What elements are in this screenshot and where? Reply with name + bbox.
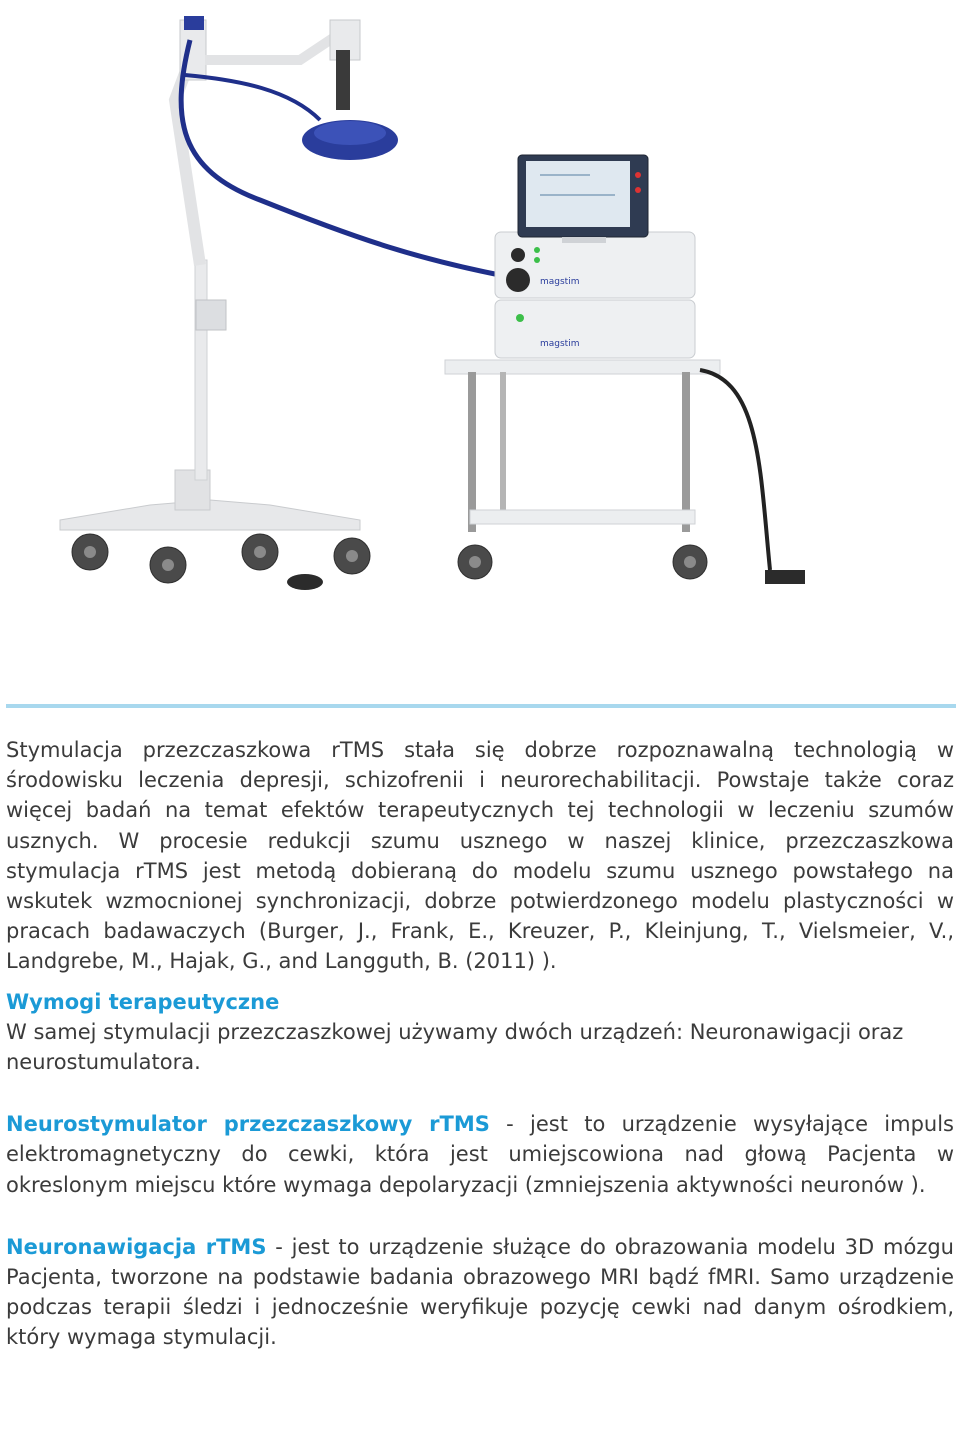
section-divider <box>6 704 956 708</box>
upper-brand-label: magstim <box>540 277 580 287</box>
spacer <box>6 1077 954 1109</box>
rtms-equipment-image <box>0 0 960 600</box>
article-body <box>6 735 954 1353</box>
requirements-text: W samej stymulacji przezczaszkowej używamy dwóch urządzeń: Neuronawigacji oraz neurostumulatora. <box>6 1019 904 1075</box>
navigation-description: - jest to urządzenie służące do obrazowania modelu 3D mózgu Pacjenta, tworzone na podstawie badania obrazowego MRI bądź fMRI. Samo urządzenie podczas terapii śledzi i jednocześnie weryfikuje pozycję cewki nad danym ośrodkiem, który wymaga stymulacji. <box>6 1234 954 1350</box>
lower-stimulator-unit <box>495 300 695 358</box>
stimulator-term: Neurostymulator przezczaszkowy rTMS <box>6 1112 490 1137</box>
stimulator-description: - jest to urządzenie wysyłające impuls elektromagnetyczny do cewki, która jest umiejscowiona nad głową Pacjenta w okreslonym miejscu które wymaga depolaryzacji (zmniejszenia aktywności neuronów ). <box>6 1112 954 1197</box>
requirements-heading: Wymogi terapeutyczne <box>6 989 280 1014</box>
lower-brand-label: magstim <box>540 339 580 349</box>
spacer <box>6 1200 954 1232</box>
rtms-device-illustration <box>0 0 960 600</box>
stimulator-paragraph <box>6 1109 954 1200</box>
equipment-cart <box>445 360 805 584</box>
navigation-term: Neuronawigacja rTMS <box>6 1234 267 1259</box>
navigation-paragraph <box>6 1232 954 1353</box>
coil-stand <box>60 16 515 590</box>
monitor <box>518 155 648 243</box>
intro-paragraph: Stymulacja przezczaszkowa rTMS stała się dobrze rozpoznawalną technologią w środowisku leczenia depresji, schizofrenii i neurorechabilitacji. Powstaje także coraz więcej badań na temat efektów terapeutycznych tej technologii w leczeniu szumów usznych. W procesie redukcji szumu usznego w naszej klinice, przezczaszkowa stymulacja rTMS jest metodą dobieraną do modelu szumu usznego powstałego na wskutek wzmocnionej synchronizacji, dobrze potwierdzonego modelu plastyczności w pracach badawaczych (Burger, J., Frank, E., Kreuzer, P., Kleinjung, T., Vielsmeier, V., Landgrebe, M., Hajak, G., and Langguth, B. (2011) ). <box>6 738 954 974</box>
